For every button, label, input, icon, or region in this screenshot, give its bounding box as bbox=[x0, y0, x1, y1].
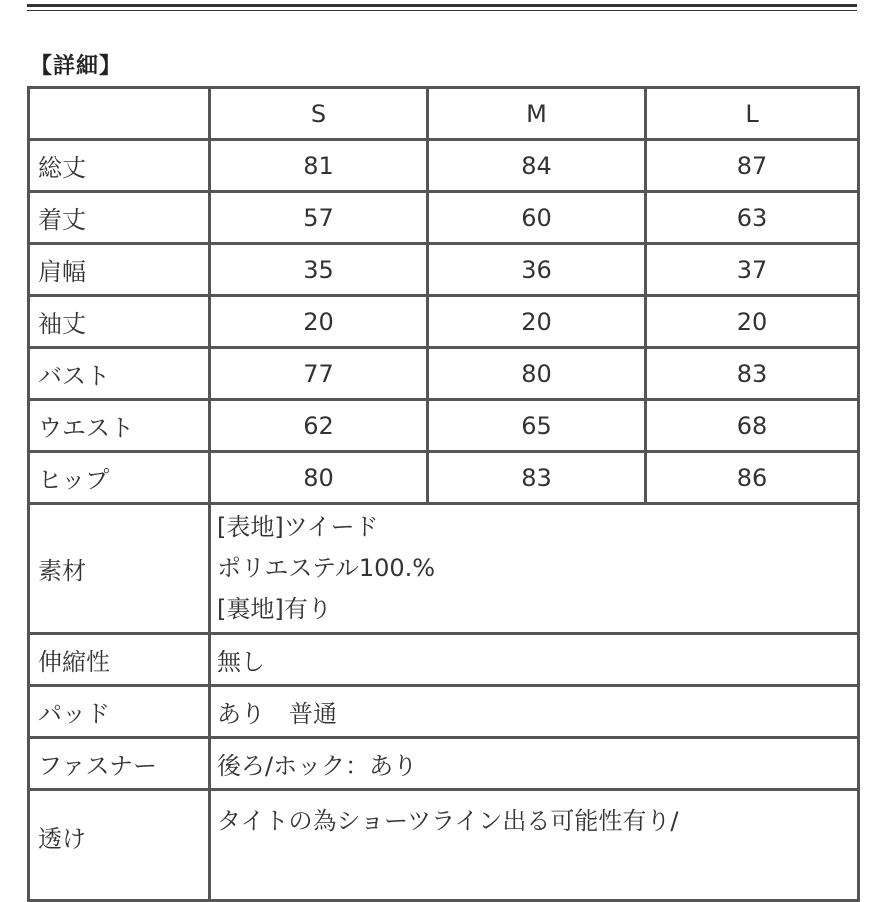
row-label: 総丈 bbox=[29, 140, 210, 192]
size-header-l: L bbox=[646, 88, 859, 140]
value-cell: 20 bbox=[428, 296, 646, 348]
table-row bbox=[29, 400, 859, 452]
value-cell: 20 bbox=[646, 296, 859, 348]
material-line: ポリエステル100.% bbox=[217, 554, 436, 582]
value-cell: 65 bbox=[428, 400, 646, 452]
top-rule-thin bbox=[27, 10, 857, 11]
material-line: [裏地]有り bbox=[217, 595, 332, 623]
size-header-row bbox=[29, 88, 859, 140]
detail-row-pad bbox=[29, 686, 859, 738]
detail-value: あり 普通 bbox=[210, 686, 859, 738]
value-cell: 68 bbox=[646, 400, 859, 452]
value-cell: 36 bbox=[428, 244, 646, 296]
detail-row-stretch bbox=[29, 634, 859, 686]
row-label: 肩幅 bbox=[29, 244, 210, 296]
table-row bbox=[29, 244, 859, 296]
row-label: パッド bbox=[29, 686, 210, 738]
row-label: ヒップ bbox=[29, 452, 210, 504]
detail-value: 無し bbox=[210, 634, 859, 686]
row-label: ファスナー bbox=[29, 738, 210, 790]
row-label: 素材 bbox=[29, 504, 210, 634]
material-cell bbox=[210, 504, 859, 634]
value-cell: 57 bbox=[210, 192, 428, 244]
value-cell: 20 bbox=[210, 296, 428, 348]
size-header-m: M bbox=[428, 88, 646, 140]
row-label: 着丈 bbox=[29, 192, 210, 244]
value-cell: 84 bbox=[428, 140, 646, 192]
table-row bbox=[29, 348, 859, 400]
table-row bbox=[29, 296, 859, 348]
size-header-s: S bbox=[210, 88, 428, 140]
section-title: 【詳細】 bbox=[30, 54, 123, 79]
detail-value: 後ろ/ホック：あり bbox=[210, 738, 859, 790]
transparency-value: タイトの為ショーツライン出る可能性有り/ bbox=[210, 790, 859, 901]
row-label: バスト bbox=[29, 348, 210, 400]
material-row bbox=[29, 504, 859, 634]
value-cell: 83 bbox=[428, 452, 646, 504]
value-cell: 63 bbox=[646, 192, 859, 244]
value-cell: 80 bbox=[428, 348, 646, 400]
row-label: 透け bbox=[29, 790, 210, 901]
table-row bbox=[29, 192, 859, 244]
detail-row-fastener bbox=[29, 738, 859, 790]
row-label: 伸縮性 bbox=[29, 634, 210, 686]
header-corner-cell bbox=[29, 88, 210, 140]
value-cell: 83 bbox=[646, 348, 859, 400]
row-label: 袖丈 bbox=[29, 296, 210, 348]
value-cell: 35 bbox=[210, 244, 428, 296]
value-cell: 62 bbox=[210, 400, 428, 452]
row-label: ウエスト bbox=[29, 400, 210, 452]
value-cell: 86 bbox=[646, 452, 859, 504]
value-cell: 37 bbox=[646, 244, 859, 296]
top-rule-thick bbox=[27, 4, 857, 7]
value-cell: 80 bbox=[210, 452, 428, 504]
table-row bbox=[29, 452, 859, 504]
value-cell: 60 bbox=[428, 192, 646, 244]
value-cell: 87 bbox=[646, 140, 859, 192]
table-row bbox=[29, 140, 859, 192]
size-spec-table bbox=[27, 86, 860, 902]
material-line: [表地]ツイード bbox=[217, 513, 379, 541]
value-cell: 77 bbox=[210, 348, 428, 400]
value-cell: 81 bbox=[210, 140, 428, 192]
